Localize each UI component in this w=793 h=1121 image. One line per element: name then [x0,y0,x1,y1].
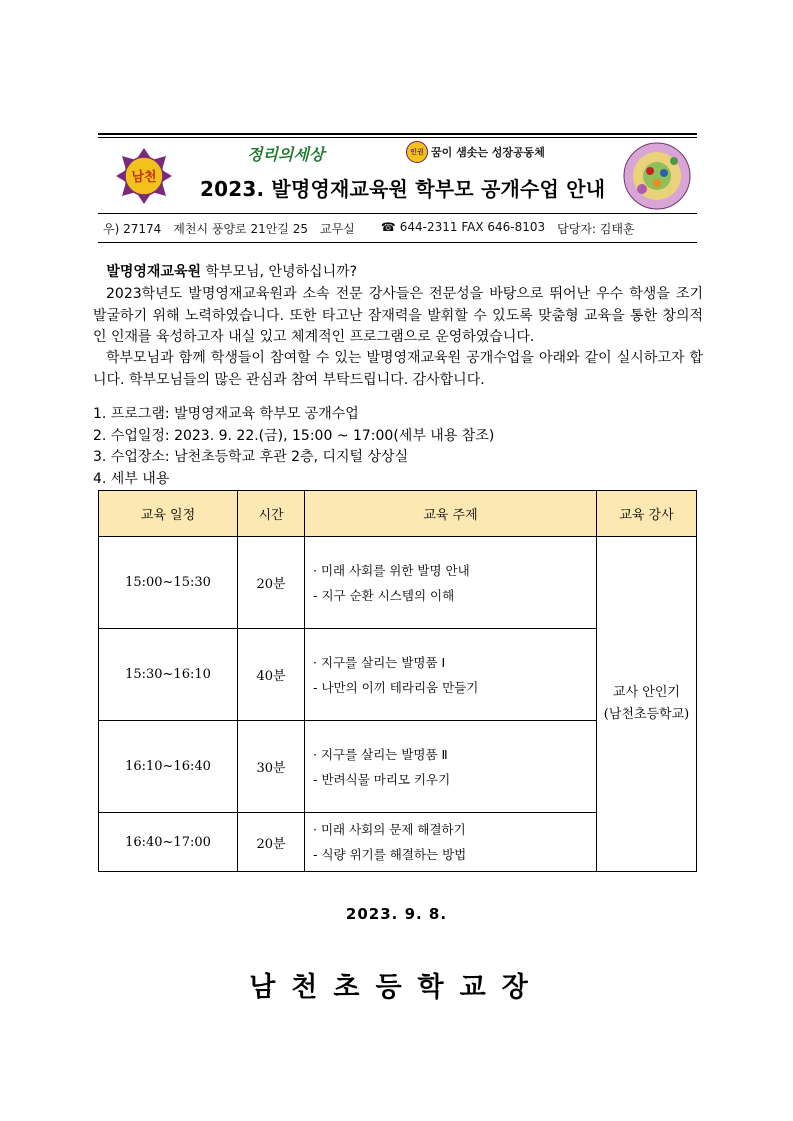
school-logo-icon [114,146,174,206]
topic-main: · 미래 사회의 문제 해결하기 [313,822,466,837]
topic-main: · 지구를 살리는 발명품 Ⅰ [313,654,446,670]
topic-cell [305,721,597,813]
header-topic: 교육 주제 [305,491,597,537]
topic-sub: - 지구 순환 시스템의 이해 [313,587,455,603]
topic-sub: - 나만의 이끼 테라리움 만들기 [313,679,479,695]
address: 제천시 풍양로 21안길 25 [173,222,308,236]
list-item: 1. 프로그램: 발명영재교육 학부모 공개수업 [93,406,359,422]
instructor-school: (남천초등학교) [603,707,690,722]
topic-main: · 미래 사회를 위한 발명 안내 [313,562,470,578]
duration-cell: 40분 [238,629,305,721]
topic-main: · 지구를 살리는 발명품 Ⅱ [313,746,448,762]
contact-line [103,220,698,237]
schedule-cell: 15:30~16:10 [99,629,238,721]
schedule-table [98,490,697,872]
topic-cell [305,813,597,872]
schedule-cell: 16:40~17:00 [99,813,238,872]
topic-cell [305,629,597,721]
signer: 남천초등학교장 [249,972,544,1003]
duration-cell: 30분 [238,721,305,813]
document-date: 2023. 9. 8. [345,905,448,923]
duration-cell: 20분 [238,813,305,872]
slogan-badge-icon: 인권 [406,141,428,163]
school-logo-text: 남천 [131,170,157,185]
schedule-cell: 15:00~15:30 [99,537,238,629]
phone-icon: ☎ [380,220,396,234]
page-title: 2023. 발명영재교육원 학부모 공개수업 안내 [200,177,606,201]
greeting-rest: 학부모님, 안녕하십니까? [201,264,358,280]
table-header-row [99,491,697,537]
topic-cell [305,537,597,629]
list-item: 2. 수업일정: 2023. 9. 22.(금), 15:00 ~ 17:00(세부 내용 참조) [93,427,495,444]
header-duration: 시간 [238,491,305,537]
intro-paragraph-2: 학부모님과 함께 학생들이 참여할 수 있는 발명영재교육원 공개수업을 아래와 같이 실시하고자 합니다. 학부모님들의 많은 관심과 참여 부탁드립니다. 감사합니다. [93,350,703,388]
emblem-icon [622,141,692,211]
slogan-left: 정리의세상 [247,145,325,164]
topic-sub: - 식량 위기를 해결하는 방법 [313,847,467,862]
list-item: 3. 수업장소: 남천초등학교 후관 2층, 디지털 상상실 [93,449,409,465]
intro-paragraph-1: 2023학년도 발명영재교육원과 소속 전문 강사들은 전문성을 바탕으로 뛰어난 우수 학생을 조기 발굴하기 위해 노력하였습니다. 또한 타고난 잠재력을 발휘할 수 있도록 맞춤형 교육을 통한 창의적인 인재를 육성하고자 내실 있고 체계적인 프로그램으로 운영하였습니다. [93,286,703,345]
phone-fax: 644-2311 FAX 646-8103 [399,220,546,234]
instructor-cell [597,537,697,872]
greeting [93,262,703,284]
greeting-bold: 발명영재교육원 [106,264,202,280]
header-rule-top [98,133,697,135]
slogan-right-text: 꿈이 샘솟는 성장공동체 [431,146,545,159]
header-rule-bottom [98,242,697,243]
instructor-name: 교사 안인기 [613,685,680,700]
manager: 담당자: 김태훈 [557,222,635,236]
office: 교무실 [320,222,355,236]
list-item: 4. 세부 내용 [93,470,170,487]
info-list [93,404,494,490]
table-row [99,537,697,629]
postcode: 우) 27174 [103,222,162,236]
schedule-cell: 16:10~16:40 [99,721,238,813]
duration-cell: 20분 [238,537,305,629]
header-rule-middle [98,213,697,214]
header-schedule: 교육 일정 [99,491,238,537]
header-instructor: 교육 강사 [597,491,697,537]
header-rule-top-thin [98,137,697,138]
slogan-right [406,141,545,163]
topic-sub: - 반려식물 마리모 키우기 [313,771,451,787]
